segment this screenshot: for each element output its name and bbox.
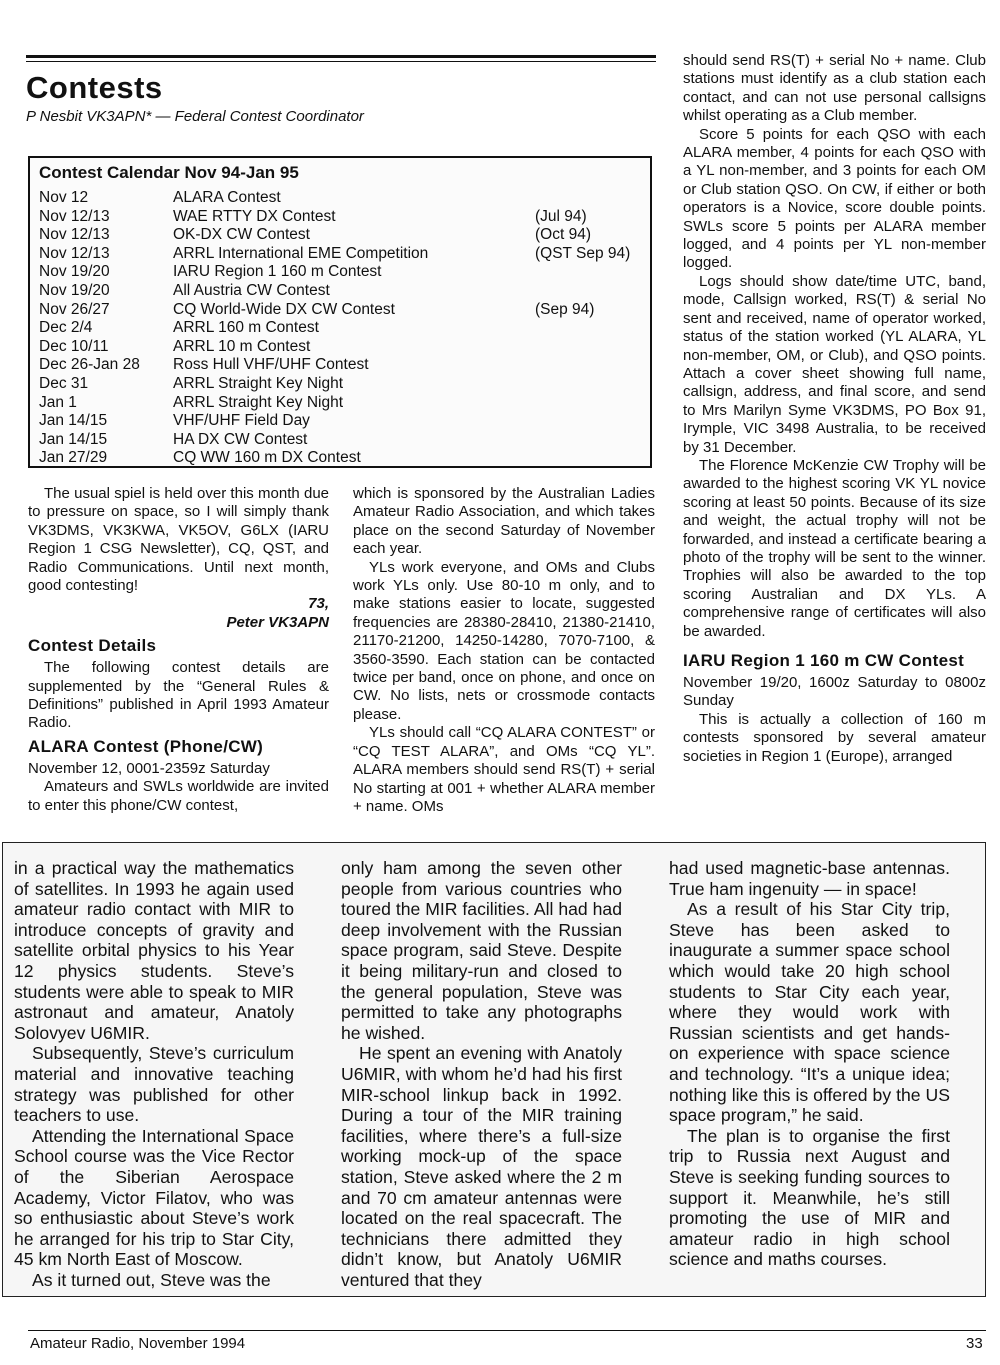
calendar-reference: (QST Sep 94) xyxy=(535,244,631,262)
alara-paragraph-4: YLs should call “CQ ALARA CONTEST” or “CQ TEST ALARA”, and OMs “CQ YL”. ALARA members should send RS(T) + serial No starting at 001 + whether ALARA member + name. OMs xyxy=(353,724,655,815)
column-1 xyxy=(28,485,329,815)
alara-logs-paragraph: Logs should show date/time UTC, band, mode, Callsign worked, RS(T) & serial No sent and received, name of operator worked, status of the station worked (YL ALARA, YL non-member, OM, or Club), and QSO points. Attach a cover sheet showing full name, callsign, address, and final score, and send to Mrs Marilyn Syme VK3DMS, PO Box 91, Irymple, VIC 3498 Australia, to be received by 31 December. xyxy=(683,272,986,456)
calendar-reference: (Sep 94) xyxy=(535,300,595,318)
calendar-date: Dec 26-Jan 28 xyxy=(39,356,140,374)
alara-paragraph-1: Amateurs and SWLs worldwide are invited to enter this phone/CW contest, xyxy=(28,778,329,814)
signoff-73: 73, xyxy=(308,595,329,613)
column-2 xyxy=(353,485,655,816)
heading-iaru-contest: IARU Region 1 160 m CW Contest xyxy=(683,651,965,670)
calendar-date: Nov 12/13 xyxy=(39,244,110,262)
calendar-row xyxy=(39,301,639,320)
calendar-row xyxy=(39,319,639,338)
calendar-rows xyxy=(39,189,639,468)
calendar-row xyxy=(39,245,639,264)
top-rule-thin xyxy=(26,61,656,62)
calendar-contest-name: HA DX CW Contest xyxy=(173,430,308,448)
iaru-paragraph-1: This is actually a collection of 160 m contests sponsored by several amateur societies in Region 1 (Europe), arranged xyxy=(683,710,986,765)
byline: P Nesbit VK3APN* — Federal Contest Coordinator xyxy=(26,108,364,125)
feature-c1-paragraph-4: As it turned out, Steve was the xyxy=(32,1269,271,1290)
alara-paragraph-2: which is sponsored by the Australian Ladies Amateur Radio Association, and which takes place on the second Saturday of November each year. xyxy=(353,485,655,558)
calendar-row xyxy=(39,338,639,357)
calendar-contest-name: ARRL Straight Key Night xyxy=(173,374,344,392)
iaru-date: November 19/20, 1600z Saturday to 0800z Sunday xyxy=(683,674,986,710)
calendar-contest-name: All Austria CW Contest xyxy=(173,281,330,299)
calendar-row xyxy=(39,189,639,208)
calendar-date: Jan 14/15 xyxy=(39,412,108,430)
calendar-row xyxy=(39,263,639,282)
contest-calendar-box xyxy=(28,156,652,468)
calendar-contest-name: OK-DX CW Contest xyxy=(173,226,310,244)
calendar-date: Jan 1 xyxy=(39,393,77,411)
feature-c2-paragraph-1: only ham among the seven other people from various countries who toured the MIR facilities. All had had deep involvement with the Russian space program, said Steve. Despite it being military-run and closed to the general population, Steve was permitted to take any photographs he wished. xyxy=(341,858,622,1043)
calendar-date: Jan 27/29 xyxy=(39,449,108,467)
calendar-date: Dec 31 xyxy=(39,374,89,392)
calendar-title: Contest Calendar Nov 94-Jan 95 xyxy=(39,163,299,182)
calendar-contest-name: ARRL 10 m Contest xyxy=(173,337,311,355)
top-rule-thick xyxy=(26,55,656,58)
calendar-row xyxy=(39,375,639,394)
calendar-row xyxy=(39,412,639,431)
calendar-contest-name: ARRL International EME Competition xyxy=(173,244,429,262)
feature-column-1 xyxy=(14,858,294,1290)
heading-alara-contest: ALARA Contest (Phone/CW) xyxy=(28,736,264,756)
calendar-date: Nov 12/13 xyxy=(39,226,110,244)
calendar-contest-name: WAE RTTY DX Contest xyxy=(173,207,336,225)
calendar-reference: (Jul 94) xyxy=(535,207,587,225)
feature-column-3 xyxy=(669,858,950,1270)
feature-c3-paragraph-2: As a result of his Star City trip, Steve has been asked to inaugurate a summer space school which would take 20 high school students to Star City each year, where they would work with Russian scientists and get hands-on experience with space science and technology. “It’s a unique idea; nothing like this is offered by the US space program,” he said. xyxy=(669,899,950,1126)
alara-paragraph-5: should send RS(T) + serial No + name. Club stations must identify as a club station each contact, and can not use personal callsigns whilst operating as a Club member. xyxy=(683,52,986,125)
calendar-contest-name: Ross Hull VHF/UHF Contest xyxy=(173,356,369,374)
page-number: 33 xyxy=(966,1335,983,1352)
feature-c1-paragraph-2: Subsequently, Steve’s curriculum material and innovative teaching strategy was published for other teachers to use. xyxy=(14,1043,294,1126)
calendar-date: Jan 14/15 xyxy=(39,430,108,448)
alara-scoring-paragraph: Score 5 points for each QSO with each ALARA member, 4 points for each QSO with a YL non-member, and 3 points for each OM or Club station QSO. On CW, if either or both operators is a Novice, score double points. SWLs score 5 points per ALARA member logged, and 4 points per YL non-member logged. xyxy=(683,125,986,272)
calendar-date: Nov 19/20 xyxy=(39,281,110,299)
alara-date: November 12, 0001-2359z Saturday xyxy=(28,759,270,777)
calendar-row xyxy=(39,356,639,375)
calendar-row xyxy=(39,282,639,301)
calendar-row xyxy=(39,431,639,450)
alara-paragraph-3: YLs work everyone, and OMs and Clubs work YLs only. Use 80-10 m only, and to make stations easier to locate, suggested frequencies are 28380-28410, 21380-21410, 21170-21200, 14250-14280, 7070-7100, & 3560-3590. Each station can be contacted twice per band, once on phone, and once on CW. No lists, nets or crossmode contacts please. xyxy=(353,558,655,723)
intro-paragraph: The usual spiel is held over this month due to pressure on space, so I will simply thank VK3DMS, VK3KWA, VK5OV, G6LX (IARU Region 1 CSG Newsletter), CQ, QST, and Radio Communications. Until next month, good contesting! xyxy=(28,485,329,595)
calendar-date: Nov 19/20 xyxy=(39,263,110,281)
calendar-contest-name: CQ World-Wide DX CW Contest xyxy=(173,300,395,318)
feature-c2-paragraph-2: He spent an evening with Anatoly U6MIR, with whom he’d had his first MIR-school linkup back in 1992. During a tour of the MIR training facilities, where there’s a full-size working mock-up of the space station, Steve asked where the 2 m and 70 cm amateur antennas were located on the real spacecraft. The technicians there admitted they didn’t know, but Anatoly U6MIR ventured that they xyxy=(341,1043,622,1290)
calendar-date: Nov 12/13 xyxy=(39,207,110,225)
page-title: Contests xyxy=(26,70,163,105)
calendar-date: Nov 26/27 xyxy=(39,300,110,318)
calendar-reference: (Oct 94) xyxy=(535,226,591,244)
calendar-date: Dec 10/11 xyxy=(39,337,109,355)
calendar-row xyxy=(39,208,639,227)
feature-c3-paragraph-1: had used magnetic-base antennas. True ham ingenuity — in space! xyxy=(669,858,950,899)
feature-c3-paragraph-3: The plan is to organise the first trip to Russia next August and Steve is seeking funding sources to support it. Meanwhile, he’s still promoting the use of MIR and amateur radio in high school science and maths courses. xyxy=(669,1125,950,1270)
details-paragraph: The following contest details are supplemented by the “General Rules & Definitions” published in April 1993 Amateur Radio. xyxy=(28,659,329,732)
calendar-contest-name: VHF/UHF Field Day xyxy=(173,412,310,430)
calendar-date: Nov 12 xyxy=(39,189,89,206)
calendar-contest-name: CQ WW 160 m DX Contest xyxy=(173,449,361,467)
alara-trophy-paragraph: The Florence McKenzie CW Trophy will be awarded to the highest scoring VK YL novice scoring at least 50 points. Because of its size and weight, the actual trophy will not be forwarded, and instead a certificate bearing a photo of the trophy will be sent to the winner. Trophies will also be awarded to the top scoring Australian and DX YLs. A comprehensive range of certificates will also be awarded. xyxy=(683,456,986,640)
calendar-contest-name: ARRL 160 m Contest xyxy=(173,319,319,337)
calendar-row xyxy=(39,394,639,413)
calendar-contest-name: ARRL Straight Key Night xyxy=(173,393,344,411)
footer-rule xyxy=(28,1330,986,1331)
calendar-row xyxy=(39,449,639,468)
footer-publication: Amateur Radio, November 1994 xyxy=(30,1335,246,1352)
calendar-contest-name: IARU Region 1 160 m Contest xyxy=(173,263,382,281)
calendar-date: Dec 2/4 xyxy=(39,319,93,337)
signoff-name: Peter VK3APN xyxy=(226,613,329,631)
calendar-row xyxy=(39,226,639,245)
heading-contest-details: Contest Details xyxy=(28,636,157,656)
feature-column-2 xyxy=(341,858,622,1290)
calendar-contest-name: ALARA Contest xyxy=(173,189,281,206)
feature-c1-paragraph-1: in a practical way the mathematics of satellites. In 1993 he again used amateur radio contact with MIR to introduce concepts of gravity and satellite orbital physics to his Year 12 physics students. Steve’s students were able to speak to MIR astronaut and amateur, Anatoly Solovyev U6MIR. xyxy=(14,858,294,1043)
column-3 xyxy=(683,52,986,766)
feature-c1-paragraph-3: Attending the International Space School course was the Vice Rector of the Siberian Aerospace Academy, Victor Filatov, who was so enthusiastic about Steve’s work he arranged for his trip to Star City, 45 km North East of Moscow. xyxy=(14,1125,294,1270)
